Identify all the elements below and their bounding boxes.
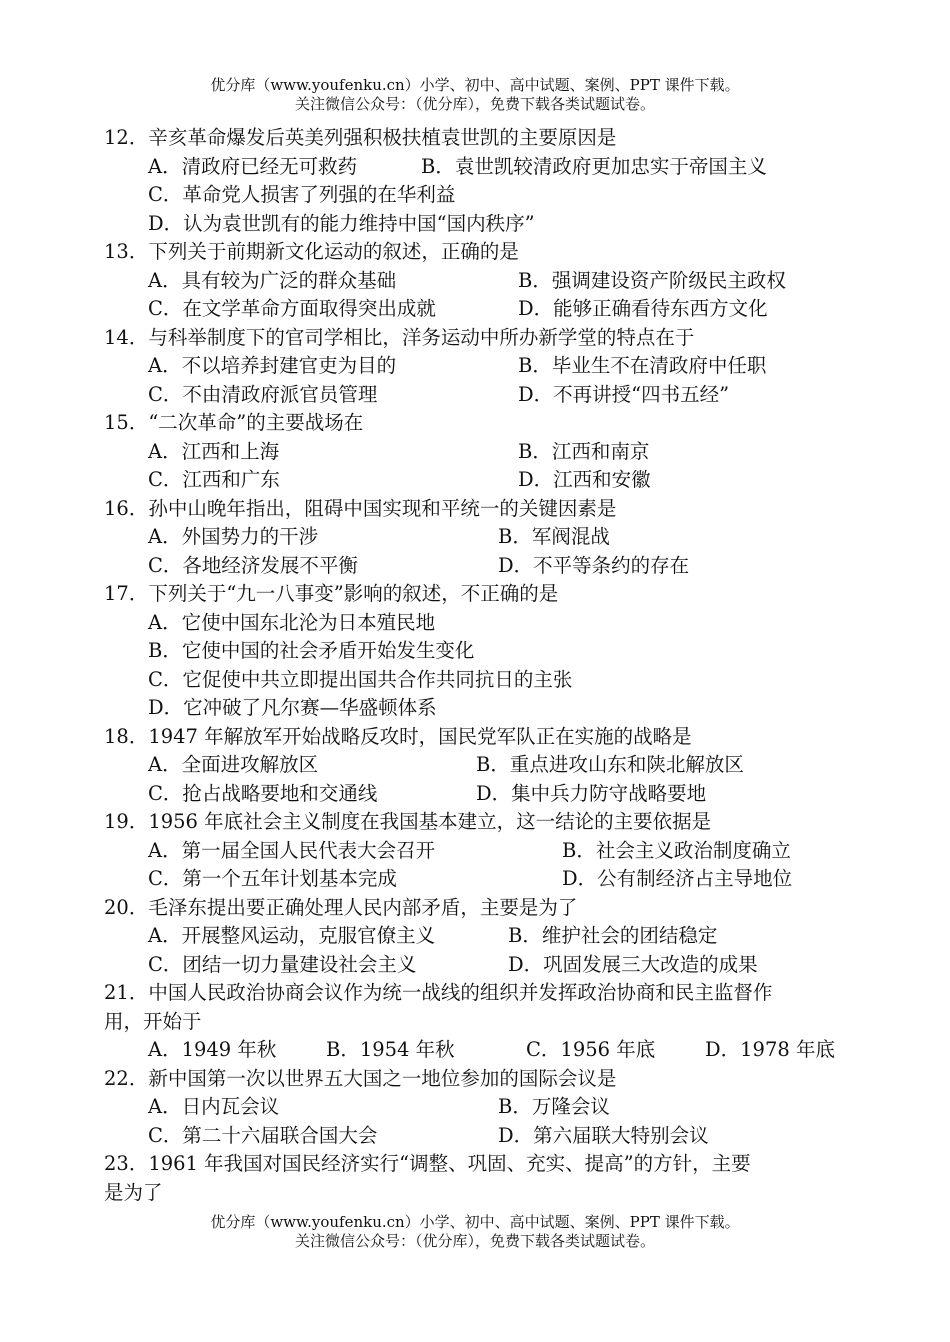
question-21-stem-cont: 用，开始于	[104, 1009, 202, 1033]
option-a: A．不以培养封建官吏为目的	[148, 354, 397, 377]
option-d: D．江西和安徽	[518, 468, 651, 491]
question-23-stem: 23．1961 年我国对国民经济实行“调整、巩固、充实、提高”的方针，主要	[104, 1152, 751, 1175]
question-20-stem: 20．毛泽东提出要正确处理人民内部矛盾，主要是为了	[104, 895, 578, 919]
footer-line-1: 优分库（www.youfenku.cn）小学、初中、高中试题、案例、PPT 课件下载。	[210, 1213, 740, 1231]
question-22-options-ab	[104, 1093, 864, 1122]
option-c: C．各地经济发展不平衡	[148, 553, 358, 577]
question-18-stem: 18．1947 年解放军开始战略反攻时，国民党军队正在实施的战略是	[104, 724, 692, 748]
option-c: C．革命党人损害了列强的在华利益	[148, 183, 456, 206]
header-line-2: 关注微信公众号：（优分库），免费下载各类试题试卷。	[294, 95, 655, 113]
option-d: D．不再讲授“四书五经”	[518, 382, 730, 406]
option-d: D．能够正确看待东西方文化	[518, 297, 768, 320]
question-14-options-cd	[104, 381, 864, 410]
option-b: B．社会主义政治制度确立	[562, 838, 791, 862]
question-23-stem-cont: 是为了	[104, 1180, 163, 1204]
option-a: A．具有较为广泛的群众基础	[148, 268, 397, 292]
option-b: B．江西和南京	[518, 439, 650, 463]
option-a: A．1949 年秋	[148, 1038, 277, 1061]
option-d: D．第六届联大特别会议	[498, 1123, 709, 1147]
question-16-options-ab	[104, 523, 864, 552]
option-c: C．不由清政府派官员管理	[148, 382, 378, 406]
page-header	[0, 76, 950, 114]
question-13-options-ab	[104, 267, 864, 296]
question-13-options-cd	[104, 295, 864, 324]
option-d: D．它冲破了凡尔赛—华盛顿体系	[148, 696, 437, 719]
question-19-stem: 19．1956 年底社会主义制度在我国基本建立，这一结论的主要依据是	[104, 810, 712, 833]
option-c: C．它促使中共立即提出国共合作共同抗日的主张	[148, 667, 573, 691]
option-a: A．日内瓦会议	[148, 1095, 280, 1118]
question-15-options-ab	[104, 438, 864, 467]
option-b: B．维护社会的团结稳定	[508, 924, 718, 947]
option-c: C．第一个五年计划基本完成	[148, 867, 397, 890]
question-14-stem: 14．与科举制度下的官司学相比，洋务运动中所办新学堂的特点在于	[104, 325, 695, 349]
option-b: B．万隆会议	[498, 1095, 610, 1118]
option-d: D．不平等条约的存在	[498, 553, 690, 577]
question-13-stem: 13．下列关于前期新文化运动的叙述，正确的是	[104, 240, 519, 263]
question-18-options-cd	[104, 780, 864, 809]
footer-line-2: 关注微信公众号：（优分库），免费下载各类试题试卷。	[294, 1232, 655, 1250]
option-b: B．军阀混战	[498, 525, 610, 548]
question-12-stem: 12．辛亥革命爆发后英美列强积极扶植袁世凯的主要原因是	[104, 126, 617, 149]
question-21-options	[104, 1036, 864, 1065]
page-footer	[0, 1213, 950, 1251]
question-16-options-cd	[104, 552, 864, 581]
header-line-1: 优分库（www.youfenku.cn）小学、初中、高中试题、案例、PPT 课件下载。	[210, 76, 740, 94]
option-a: A．它使中国东北沦为日本殖民地	[148, 610, 436, 634]
option-a: A．第一届全国人民代表大会召开	[148, 838, 436, 862]
option-c: C．第二十六届联合国大会	[148, 1123, 378, 1147]
option-b: B．1954 年秋	[326, 1038, 455, 1061]
question-22-stem: 22．新中国第一次以世界五大国之一地位参加的国际会议是	[104, 1066, 617, 1090]
option-b: B．强调建设资产阶级民主政权	[518, 268, 786, 292]
option-c: C．抢占战略要地和交通线	[148, 781, 378, 805]
question-22-options-cd	[104, 1122, 864, 1151]
question-15-stem: 15．“二次革命”的主要战场在	[104, 411, 364, 434]
question-21-stem: 21．中国人民政治协商会议作为统一战线的组织并发挥政治协商和民主监督作	[104, 981, 773, 1004]
question-list	[104, 124, 864, 1207]
option-a: A．全面进攻解放区	[148, 753, 319, 776]
option-b: B．毕业生不在清政府中任职	[518, 354, 767, 377]
option-a: A．开展整风运动，克服官僚主义	[148, 924, 436, 947]
option-a: A．清政府已经无可救药	[148, 154, 358, 178]
question-19-options-cd	[104, 865, 864, 894]
option-d: D．巩固发展三大改造的成果	[508, 952, 758, 976]
question-18-options-ab	[104, 751, 864, 780]
option-d: D．集中兵力防守战略要地	[476, 781, 707, 805]
option-b: B．重点进攻山东和陕北解放区	[476, 753, 744, 776]
option-b: B．它使中国的社会矛盾开始发生变化	[148, 639, 475, 662]
option-c: C．团结一切力量建设社会主义	[148, 952, 417, 976]
option-a: A．江西和上海	[148, 439, 280, 463]
question-19-options-ab	[104, 837, 864, 866]
option-b: B．袁世凯较清政府更加忠实于帝国主义	[421, 154, 767, 178]
option-c: C．在文学革命方面取得突出成就	[148, 297, 436, 320]
option-c: C．江西和广东	[148, 468, 280, 491]
option-a: A．外国势力的干涉	[148, 525, 319, 548]
option-d: D．公有制经济占主导地位	[562, 867, 793, 890]
question-17-stem: 17．下列关于“九一八事变”影响的叙述，不正确的是	[104, 582, 559, 605]
option-d: D．1978 年底	[705, 1038, 835, 1061]
question-12-options-ab	[104, 153, 864, 182]
question-15-options-cd	[104, 466, 864, 495]
question-20-options-ab	[104, 922, 864, 951]
question-14-options-ab	[104, 352, 864, 381]
option-d: D．认为袁世凯有的能力维持中国“国内秩序”	[148, 211, 535, 235]
question-20-options-cd	[104, 951, 864, 980]
option-c: C．1956 年底	[526, 1038, 656, 1061]
question-16-stem: 16．孙中山晚年指出，阻碍中国实现和平统一的关键因素是	[104, 496, 617, 520]
